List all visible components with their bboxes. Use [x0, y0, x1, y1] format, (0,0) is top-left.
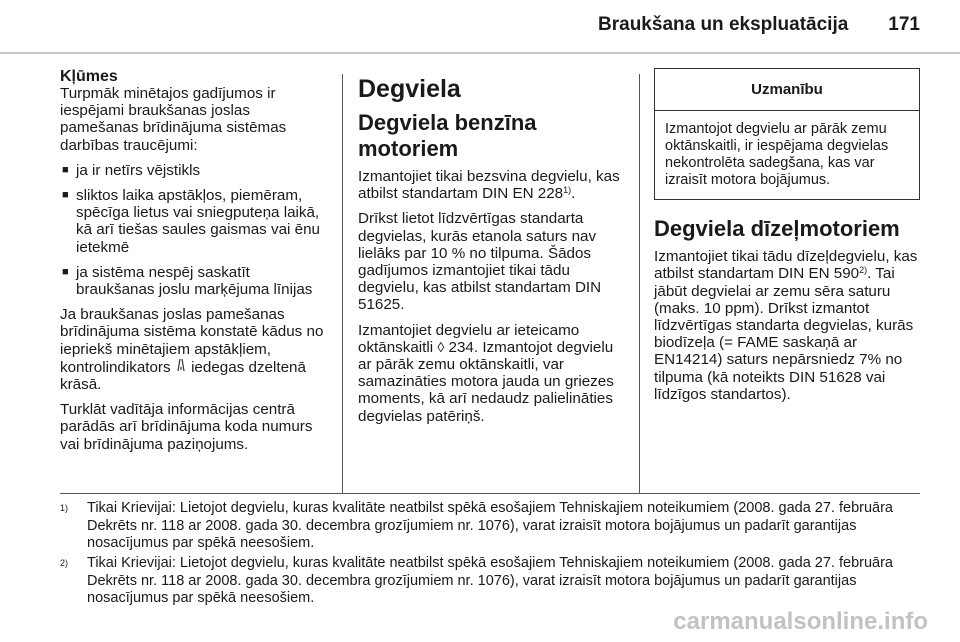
petrol-subtitle: Degviela benzīna motoriem: [358, 110, 537, 161]
list-item: ■ ja ir netīrs vējstikls: [62, 161, 201, 179]
diesel-heading: Degviela dīzeļmotoriem: [654, 216, 900, 242]
petrol-para-3: Izmantojiet degvielu ar ieteicamo oktānskaitli ◊ 234. Izmantojot degvielu ar pārāk zemu oktānskaitli, var samazināties motora jauda un griezes moments, kā arī nedaudz palielināties degvielas patēriņš.: [358, 321, 614, 425]
column-divider: [342, 74, 343, 494]
faults-intro: Turpmāk minētajos gadījumos ir iespējami braukšanas joslas pamešanas brīdinājuma sistēmas darbības traucējumi:: [60, 85, 287, 154]
caution-text: Izmantojot degvielu ar pārāk zemu oktānskaitli, ir iespējama degvielas nekontrolēta sadegšana, kas var izraisīt motora bojājumus.: [665, 121, 889, 189]
caution-title: Uzmanību: [655, 69, 919, 111]
indicator-paragraph: Ja braukšanas joslas pamešanas brīdinājuma sistēma konstatē kādus no iepriekš minētajiem apstākļiem, kontrolindikators iedegas dzeltenā krāsā.: [60, 306, 324, 394]
section-title: Braukšana un ekspluatācija: [598, 14, 849, 35]
fuel-title: Degviela: [358, 75, 461, 103]
lane-departure-icon: [175, 359, 191, 376]
page-number: 171: [888, 14, 920, 35]
bullet-icon: ■: [62, 163, 69, 176]
column-left: [60, 68, 326, 461]
watermark: carmanualsonline.info: [673, 608, 928, 635]
page-ref-link[interactable]: 234: [448, 338, 474, 356]
faults-list: [60, 162, 326, 298]
footnote-ref[interactable]: 1): [563, 185, 572, 196]
dic-paragraph: Turklāt vadītāja informācijas centrā parādās arī brīdinājuma koda numurs vai brīdinājuma paziņojums.: [60, 401, 313, 453]
petrol-para-1: Izmantojiet tikai bezsvina degvielu, kas atbilst standartam DIN EN 228$^{1)}$.: [358, 168, 620, 203]
header-divider: [0, 52, 960, 54]
diesel-paragraph: Izmantojiet tikai tādu dīzeļdegvielu, kas atbilst standartam DIN EN 590$^{2)}$. Tai jābūt degvielai ar zemu sēra saturu (maks. 10 ppm). Drīkst izmantot līdzvērtīgas standarta degvielas, kurās biodīzeļa (= FAME saskaņā ar EN14214) saturs nepārsniedz 7% no tilpuma (kā noteikts DIN 51628 vai līdzīgos standartos).: [654, 248, 918, 403]
footnote: [60, 555, 922, 608]
faults-heading: Kļūmes: [60, 68, 118, 85]
petrol-para-2: Drīkst lietot līdzvērtīgas standarta degvielas, kurās etanola saturs nav lielāks par 10 % no tilpuma. Šādos gadījumos izmantojiet tikai tādu degvielu, kas atbilst standartam DIN 51625.: [358, 210, 602, 314]
column-right: [654, 68, 920, 411]
footnote: [60, 500, 922, 553]
caution-box: [654, 68, 920, 200]
page-header: [598, 14, 920, 36]
arrow-ref-icon: ◊: [437, 338, 445, 355]
bullet-icon: ■: [62, 265, 69, 278]
column-divider: [639, 74, 640, 494]
footnote-text: Tikai Krievijai: Lietojot degvielu, kuras kvalitāte neatbilst spēkā esošajiem Tehniskajiem noteikumiem (2008. gada 27. februāra Dekrēts nr. 118 ar 2008. gada 30. decembra grozījumiem nr. 1076), varat izraisīt motora bojājumus un padarīt garantijas nosacījumus par spēkā neesošiem.: [87, 555, 893, 606]
footnote-mark: 2): [60, 558, 69, 568]
bullet-icon: ■: [62, 189, 69, 202]
list-item: ■ ja sistēma nespēj saskatīt braukšanas joslu marķējuma līnijas: [62, 263, 313, 299]
footnote-text: Tikai Krievijai: Lietojot degvielu, kuras kvalitāte neatbilst spēkā esošajiem Tehniskajiem noteikumiem (2008. gada 27. februāra Dekrēts nr. 118 ar 2008. gada 30. decembra grozījumiem nr. 1076), varat izraisīt motora bojājumus un padarīt garantijas nosacījumus par spēkā neesošiem.: [87, 500, 893, 551]
column-middle: [358, 68, 624, 433]
list-item: ■ sliktos laika apstākļos, piemēram, spēcīga lietus vai sniegputeņa laikā, kā arī tiešas saules gaismas vai ēnu ietekmē: [62, 187, 320, 256]
footnote-divider: [60, 493, 920, 494]
footnote-ref[interactable]: 2): [859, 265, 868, 276]
footnote-mark: 1): [60, 503, 69, 513]
